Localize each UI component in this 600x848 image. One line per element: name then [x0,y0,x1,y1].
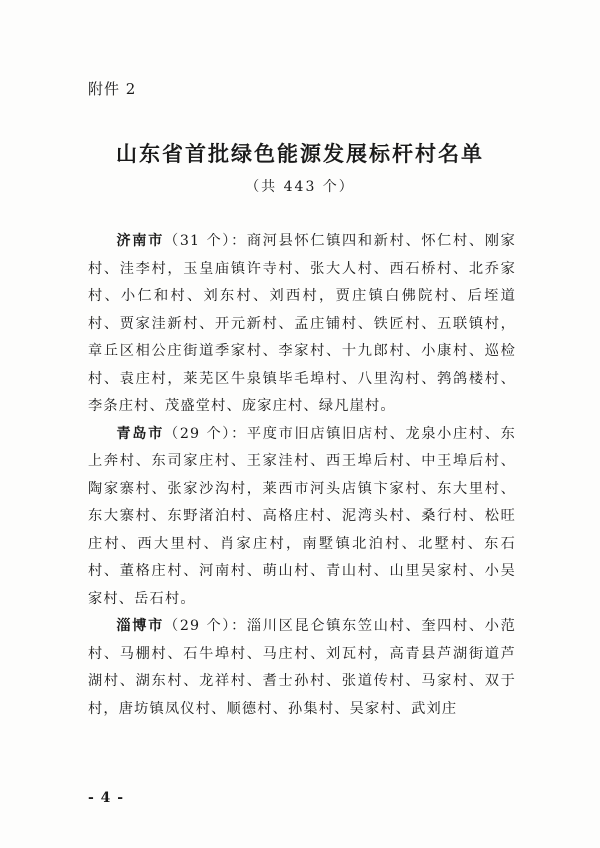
document-title: 山东省首批绿色能源发展标杆村名单 [116,141,484,166]
city-paragraph-jinan [88,228,516,421]
city-count: （29 个）： [163,618,247,634]
document-subtitle: （共 443 个） [245,179,355,195]
city-count: （31 个）： [163,233,247,249]
city-name: 青岛市 [116,425,164,442]
village-list: 平度市旧店镇旧店村、龙泉小庄村、东上奔村、东司家庄村、王家洼村、西王埠后村、中王埠后村、陶家寨村、张家沙沟村，莱西市河头店镇卞家村、东大里村、东大寨村、东野渚泊村、高格庄村、泥湾头村、桑行村、松旺庄村、西大里村、肖家庄村，南墅镇北泊村、北墅村、东石村、董格庄村、河南村、萌山村、青山村、山里吴家村、小吴家村、岳石村。 [88,425,516,607]
city-name: 济南市 [116,233,164,249]
village-list: 淄川区昆仑镇东笠山村、奎四村、小范村、马棚村、石牛埠村、马庄村、刘瓦村，高青县芦湖街道芦湖村、湖东村、龙祥村、耆士孙村、张道传村、马家村、双于村，唐坊镇凤仪村、顺德村、孙集村、吴家村、武刘庄 [88,618,516,717]
city-name: 淄博市 [116,618,164,634]
city-paragraph-zibo [88,613,516,723]
page-number: - 4 - [88,790,125,806]
document-body [88,228,516,723]
city-count: （29 个）： [163,425,247,442]
annex-label: 附件 2 [88,80,137,98]
city-paragraph-qingdao [88,421,516,614]
village-list: 商河县怀仁镇四和新村、怀仁村、刚家村、洼李村，玉皇庙镇许寺村、张大人村、西石桥村、北乔家村、小仁和村、刘东村、刘西村，贾庄镇白佛院村、后垤道村、贾家洼新村、开元新村、孟庄铺村、铁匠村、五联镇村，章丘区相公庄街道季家村、李家村、十九郎村、小康村、巡检村、袁庄村，莱芜区牛泉镇毕毛埠村、八里沟村、鹁鸽楼村、李条庄村、茂盛堂村、庞家庄村、绿凡崖村。 [88,233,516,414]
